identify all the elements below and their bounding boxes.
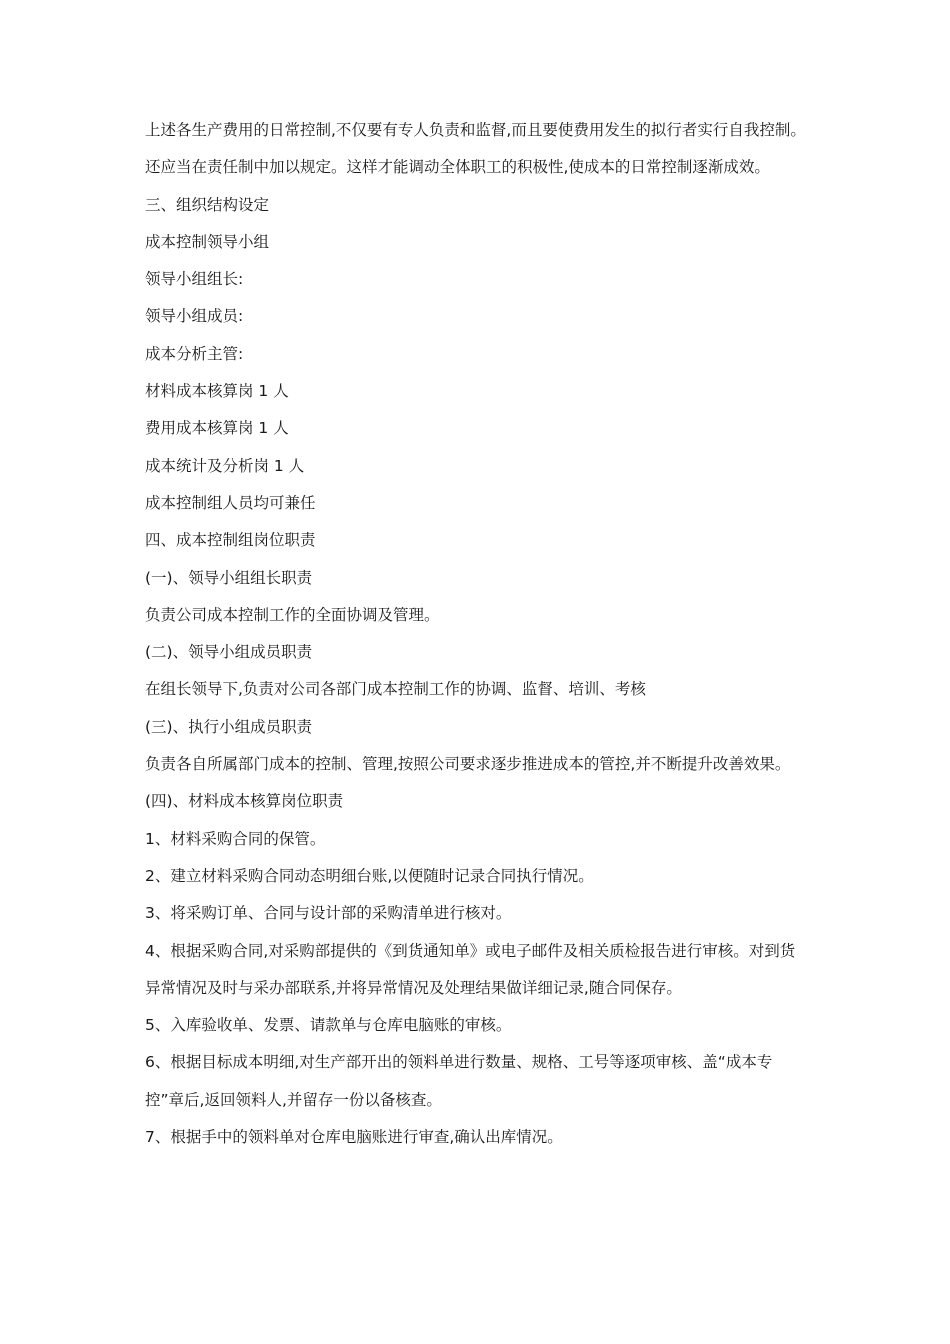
list-item-6: 6、根据目标成本明细,对生产部开出的领料单进行数量、规格、工号等逐项审核、盖“成本专控”章后,返回领料人,并留存一份以备核查。 [145,1053,773,1109]
paragraph-analysis-supervisor: 成本分析主管: [145,344,244,363]
paragraph-leadership-group: 成本控制领导小组 [145,232,270,251]
paragraph-statistics-post: 成本统计及分析岗 1 人 [145,456,305,475]
subheading-material-duties: (四)、材料成本核算岗位职责 [145,792,344,811]
paragraph-expense-post: 费用成本核算岗 1 人 [145,419,289,438]
list-item-5: 5、入库验收单、发票、请款单与仓库电脑账的审核。 [145,1016,512,1035]
subheading-member-duties: (二)、领导小组成员职责 [145,643,313,662]
list-item-2: 2、建立材料采购合同动态明细台账,以便随时记录合同执行情况。 [145,866,594,885]
list-item-3: 3、将采购订单、合同与设计部的采购清单进行核对。 [145,904,512,923]
paragraph-group-members: 领导小组成员: [145,307,244,326]
list-item-4: 4、根据采购合同,对采购部提供的《到货通知单》或电子邮件及相关质检报告进行审核。对到货异常情况及时与采办部联系,并将异常情况及处理结果做详细记录,随合同保存。 [145,941,796,997]
paragraph-group-leader: 领导小组组长: [145,270,244,289]
list-item-7: 7、根据手中的领料单对仓库电脑账进行审查,确认出库情况。 [145,1128,563,1147]
heading-org-structure: 三、组织结构设定 [145,195,270,214]
document-body [145,112,810,1156]
paragraph-member-duties: 在组长领导下,负责对公司各部门成本控制工作的协调、监督、培训、考核 [145,680,646,699]
heading-job-duties: 四、成本控制组岗位职责 [145,531,316,550]
paragraph-concurrent-roles: 成本控制组人员均可兼任 [145,493,316,512]
subheading-executive-duties: (三)、执行小组成员职责 [145,717,313,736]
list-item-1: 1、材料采购合同的保管。 [145,829,326,848]
paragraph-daily-control: 上述各生产费用的日常控制,不仅要有专人负责和监督,而且要使费用发生的拟行者实行自我控制。还应当在责任制中加以规定。这样才能调动全体职工的积极性,使成本的日常控制逐渐成效。 [145,121,806,177]
subheading-leader-duties: (一)、领导小组组长职责 [145,568,313,587]
paragraph-executive-duties: 负责各自所属部门成本的控制、管理,按照公司要求逐步推进成本的管控,并不断提升改善效果。 [145,755,791,774]
paragraph-material-post: 材料成本核算岗 1 人 [145,382,289,401]
paragraph-leader-duties: 负责公司成本控制工作的全面协调及管理。 [145,605,440,624]
